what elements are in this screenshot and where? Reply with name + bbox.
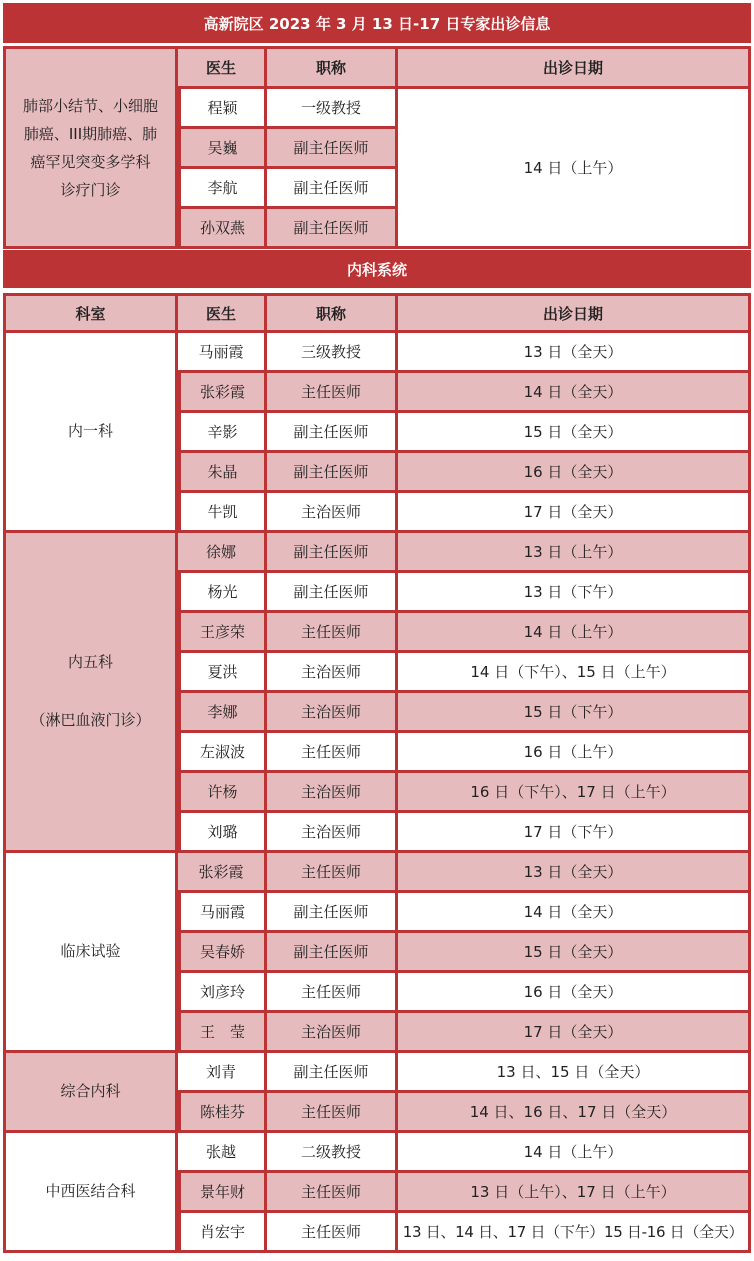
visit-date: 14 日（全天） bbox=[398, 373, 751, 413]
doctor-title: 副主任医师 bbox=[267, 933, 398, 973]
doctor-title: 主任医师 bbox=[267, 733, 398, 773]
doctor-name: 景年财 bbox=[178, 1173, 267, 1213]
doctor-name: 夏洪 bbox=[178, 653, 267, 693]
dept-name: 临床试验 bbox=[3, 853, 178, 1053]
doctor-name: 马丽霞 bbox=[178, 893, 267, 933]
doctor-title: 副主任医师 bbox=[267, 1053, 398, 1093]
doctor-name: 王彦荣 bbox=[178, 613, 267, 653]
doctor-title: 三级教授 bbox=[267, 333, 398, 373]
schedule-table bbox=[3, 293, 751, 1253]
doctor-title: 副主任医师 bbox=[267, 413, 398, 453]
doctor-name: 肖宏宇 bbox=[178, 1213, 267, 1253]
doctor-title: 副主任医师 bbox=[267, 209, 398, 249]
visit-date: 15 日（全天） bbox=[398, 413, 751, 453]
doctor-name: 张越 bbox=[178, 1133, 267, 1173]
doctor-name: 刘璐 bbox=[178, 813, 267, 853]
doctor-name: 王 莹 bbox=[178, 1013, 267, 1053]
header-date: 出诊日期 bbox=[398, 293, 751, 333]
visit-date: 13 日（全天） bbox=[398, 853, 751, 893]
doctor-title: 二级教授 bbox=[267, 1133, 398, 1173]
visit-date: 14 日（下午）、15 日（上午） bbox=[398, 653, 751, 693]
doctor-title: 主任医师 bbox=[267, 1093, 398, 1133]
doctor-title: 副主任医师 bbox=[267, 533, 398, 573]
doctor-title: 主治医师 bbox=[267, 693, 398, 733]
doctor-title: 主任医师 bbox=[267, 613, 398, 653]
doctor-name: 牛凯 bbox=[178, 493, 267, 533]
header-doctor: 医生 bbox=[178, 46, 267, 89]
dept-name-main: 内五科 bbox=[67, 653, 113, 671]
clinic-name-line: 癌罕见突变多学科 bbox=[30, 152, 151, 171]
visit-date: 17 日（全天） bbox=[398, 1013, 751, 1053]
visit-date: 13 日（全天） bbox=[398, 333, 751, 373]
clinic-name bbox=[3, 46, 178, 249]
doctor-title: 一级教授 bbox=[267, 89, 398, 129]
doctor-title: 主治医师 bbox=[267, 493, 398, 533]
doctor-name: 孙双燕 bbox=[178, 209, 267, 249]
dept-name-sub: （淋巴血液门诊） bbox=[30, 711, 151, 729]
visit-date: 14 日（全天） bbox=[398, 893, 751, 933]
doctor-title: 主治医师 bbox=[267, 653, 398, 693]
doctor-title: 主任医师 bbox=[267, 1173, 398, 1213]
header-date: 出诊日期 bbox=[398, 46, 751, 89]
doctor-title: 主任医师 bbox=[267, 973, 398, 1013]
doctor-title: 副主任医师 bbox=[267, 893, 398, 933]
doctor-name: 许杨 bbox=[178, 773, 267, 813]
doctor-title: 副主任医师 bbox=[267, 169, 398, 209]
visit-date: 15 日（全天） bbox=[398, 933, 751, 973]
visit-date: 13 日、15 日（全天） bbox=[398, 1053, 751, 1093]
doctor-title: 主任医师 bbox=[267, 853, 398, 893]
dept-name: 综合内科 bbox=[3, 1053, 178, 1133]
visit-date: 14 日（上午） bbox=[398, 1133, 751, 1173]
visit-date: 14 日、16 日、17 日（全天） bbox=[398, 1093, 751, 1133]
doctor-title: 主治医师 bbox=[267, 813, 398, 853]
clinic-table bbox=[3, 46, 751, 249]
doctor-name: 吴巍 bbox=[178, 129, 267, 169]
doctor-title: 副主任医师 bbox=[267, 573, 398, 613]
dept-name: 内一科 bbox=[3, 333, 178, 533]
visit-date: 13 日（上午）、17 日（上午） bbox=[398, 1173, 751, 1213]
doctor-title: 主任医师 bbox=[267, 373, 398, 413]
visit-date: 17 日（全天） bbox=[398, 493, 751, 533]
doctor-title: 主治医师 bbox=[267, 1013, 398, 1053]
visit-date: 13 日（上午） bbox=[398, 533, 751, 573]
visit-date: 16 日（全天） bbox=[398, 453, 751, 493]
doctor-name: 杨光 bbox=[178, 573, 267, 613]
doctor-title: 主治医师 bbox=[267, 773, 398, 813]
section-title: 内科系统 bbox=[3, 250, 751, 288]
doctor-name: 朱晶 bbox=[178, 453, 267, 493]
visit-date: 17 日（下午） bbox=[398, 813, 751, 853]
doctor-name: 张彩霞 bbox=[178, 373, 267, 413]
doctor-name: 陈桂芬 bbox=[178, 1093, 267, 1133]
header-dept: 科室 bbox=[3, 293, 178, 333]
visit-date: 13 日（下午） bbox=[398, 573, 751, 613]
doctor-name: 左淑波 bbox=[178, 733, 267, 773]
dept-name: 中西医结合科 bbox=[3, 1133, 178, 1253]
clinic-name-line: 肺癌、III期肺癌、肺 bbox=[23, 124, 158, 143]
doctor-title: 副主任医师 bbox=[267, 453, 398, 493]
clinic-date: 14 日（上午） bbox=[398, 89, 751, 249]
visit-date: 16 日（上午） bbox=[398, 733, 751, 773]
doctor-title: 副主任医师 bbox=[267, 129, 398, 169]
header-title: 职称 bbox=[267, 46, 398, 89]
visit-date: 14 日（上午） bbox=[398, 613, 751, 653]
doctor-name: 程颖 bbox=[178, 89, 267, 129]
doctor-title: 主任医师 bbox=[267, 1213, 398, 1253]
doctor-name: 辛影 bbox=[178, 413, 267, 453]
doctor-name: 张彩霞 bbox=[178, 853, 267, 893]
clinic-name-line: 诊疗门诊 bbox=[60, 180, 121, 199]
doctor-name: 吴春娇 bbox=[178, 933, 267, 973]
doctor-name: 刘青 bbox=[178, 1053, 267, 1093]
doctor-name: 徐娜 bbox=[178, 533, 267, 573]
page-title: 高新院区 2023 年 3 月 13 日-17 日专家出诊信息 bbox=[3, 3, 751, 43]
visit-date: 15 日（下午） bbox=[398, 693, 751, 733]
doctor-name: 马丽霞 bbox=[178, 333, 267, 373]
header-doctor: 医生 bbox=[178, 293, 267, 333]
doctor-name: 李娜 bbox=[178, 693, 267, 733]
doctor-name: 刘彦玲 bbox=[178, 973, 267, 1013]
doctor-name: 李航 bbox=[178, 169, 267, 209]
visit-date: 16 日（下午）、17 日（上午） bbox=[398, 773, 751, 813]
visit-date: 16 日（全天） bbox=[398, 973, 751, 1013]
visit-date: 13 日、14 日、17 日（下午）15 日-16 日（全天） bbox=[398, 1213, 751, 1253]
clinic-name-line: 肺部小结节、小细胞 bbox=[22, 96, 158, 115]
dept-name bbox=[3, 533, 178, 853]
header-title: 职称 bbox=[267, 293, 398, 333]
